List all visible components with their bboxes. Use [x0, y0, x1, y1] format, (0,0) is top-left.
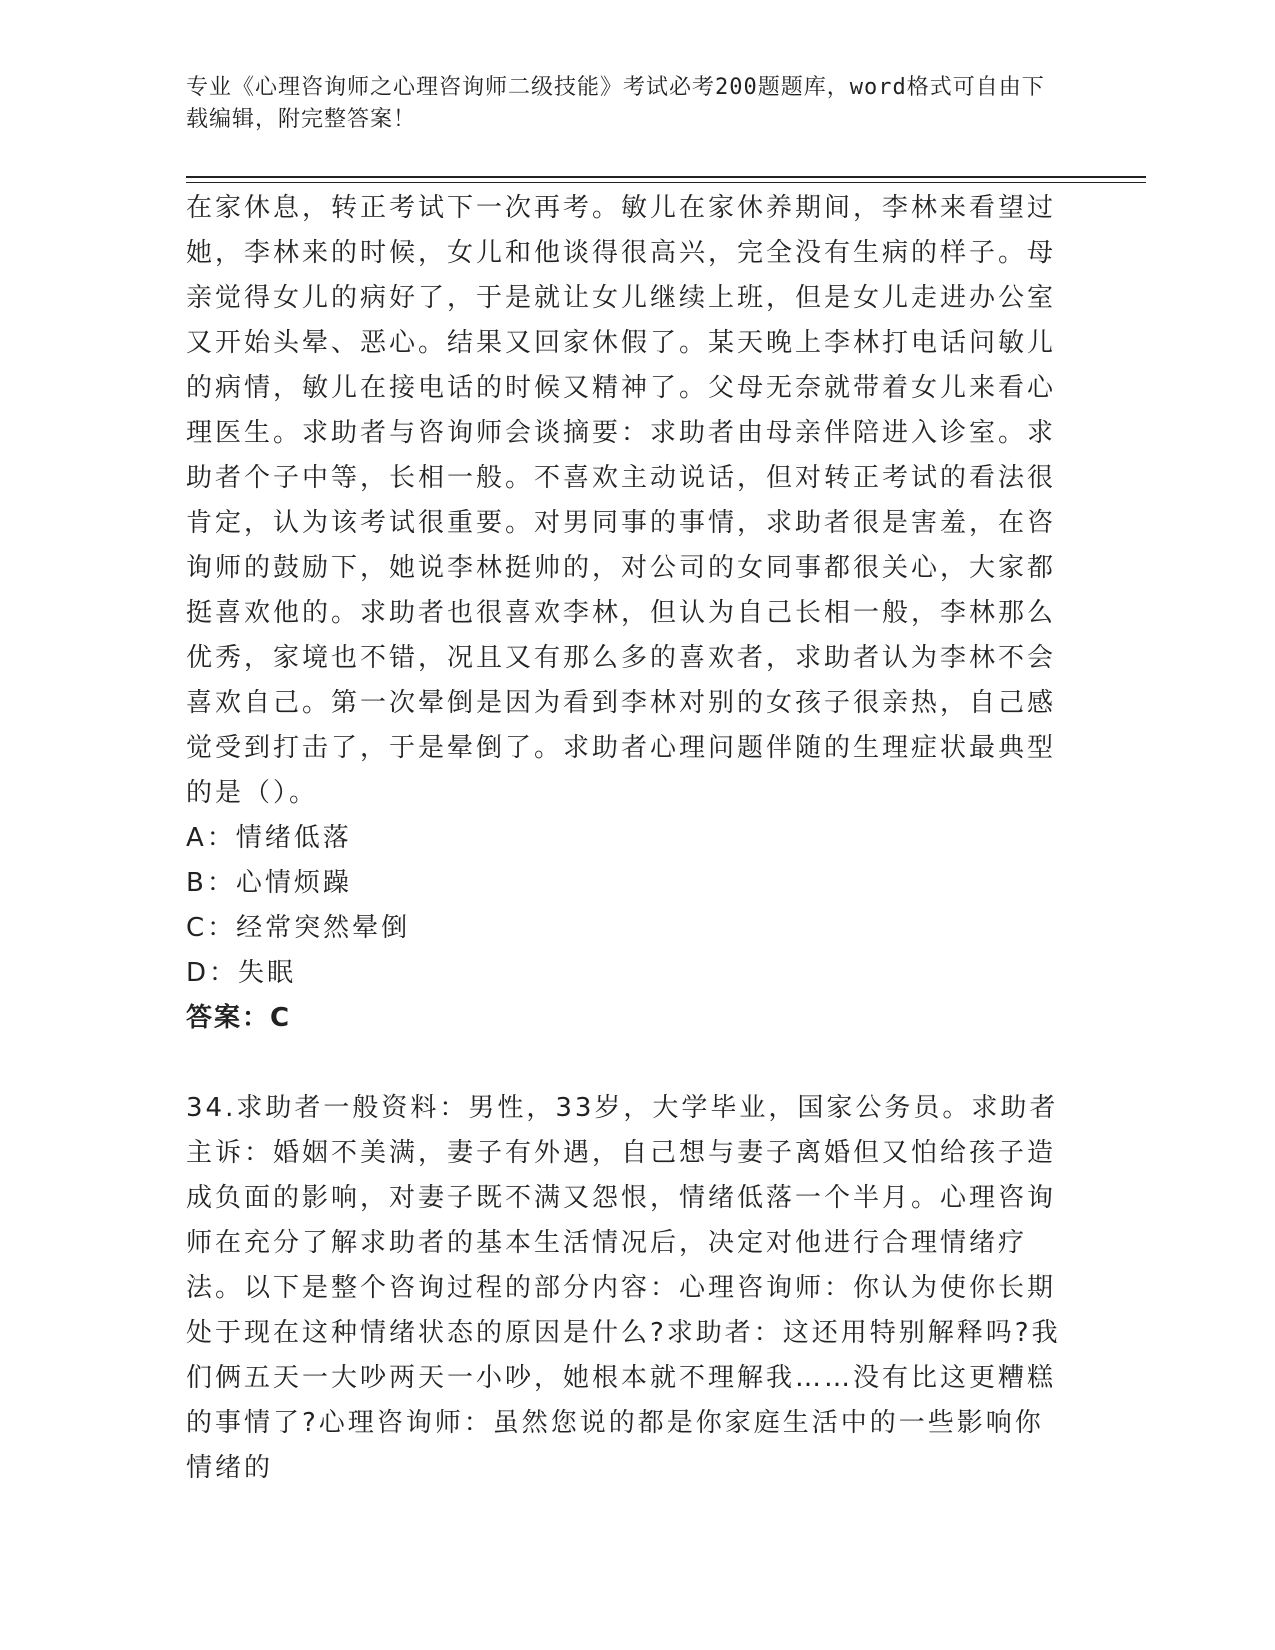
document-content: [186, 186, 1066, 1491]
question-33-option-a: A：情绪低落: [186, 823, 352, 853]
question-33-stem: 在家休息，转正考试下一次再考。敏儿在家休养期间，李林来看望过她，李林来的时候，女儿和他谈得很高兴，完全没有生病的样子。母亲觉得女儿的病好了，于是就让女儿继续上班，但是女儿走进办公室又开始头晕、恶心。结果又回家休假了。某天晚上李林打电话问敏儿的病情，敏儿在接电话的时候又精神了。父母无奈就带着女儿来看心理医生。求助者与咨询师会谈摘要：求助者由母亲伴陪进入诊室。求助者个子中等，长相一般。不喜欢主动说话，但对转正考试的看法很肯定，认为该考试很重要。对男同事的事情，求助者很是害羞，在咨询师的鼓励下，她说李林挺帅的，对公司的女同事都很关心，大家都挺喜欢他的。求助者也很喜欢李林，但认为自己长相一般，李林那么优秀，家境也不错，况且又有那么多的喜欢者，求助者认为李林不会喜欢自己。第一次晕倒是因为看到李林对别的女孩子很亲热，自己感觉受到打击了，于是晕倒了。求助者心理问题伴随的生理症状最典型的是（）。: [186, 193, 1057, 808]
header-divider-thin: [186, 182, 1146, 183]
question-33-option-d: D：失眠: [186, 958, 297, 988]
header-divider-thick: [186, 176, 1146, 178]
question-spacer: [186, 1041, 1066, 1086]
page-header: 专业《心理咨询师之心理咨询师二级技能》考试必考200题题库，word格式可自由下载编辑，附完整答案！: [186, 75, 1045, 132]
question-33-answer: 答案：C: [186, 1003, 292, 1033]
question-33-option-c: C：经常突然晕倒: [186, 913, 411, 943]
question-33-option-b: B：心情烦躁: [186, 868, 352, 898]
question-34-stem: 34.求助者一般资料：男性，33岁，大学毕业，国家公务员。求助者主诉：婚姻不美满，妻子有外遇，自己想与妻子离婚但又怕给孩子造成负面的影响，对妻子既不满又怨恨，情绪低落一个半月。心理咨询师在充分了解求助者的基本生活情况后，决定对他进行合理情绪疗法。以下是整个咨询过程的部分内容：心理咨询师：你认为使你长期处于现在这种情绪状态的原因是什么?求助者：这还用特别解释吗?我们俩五天一大吵两天一小吵，她根本就不理解我……没有比这更糟糕的事情了?心理咨询师：虽然您说的都是你家庭生活中的一些影响你情绪的: [186, 1093, 1061, 1483]
